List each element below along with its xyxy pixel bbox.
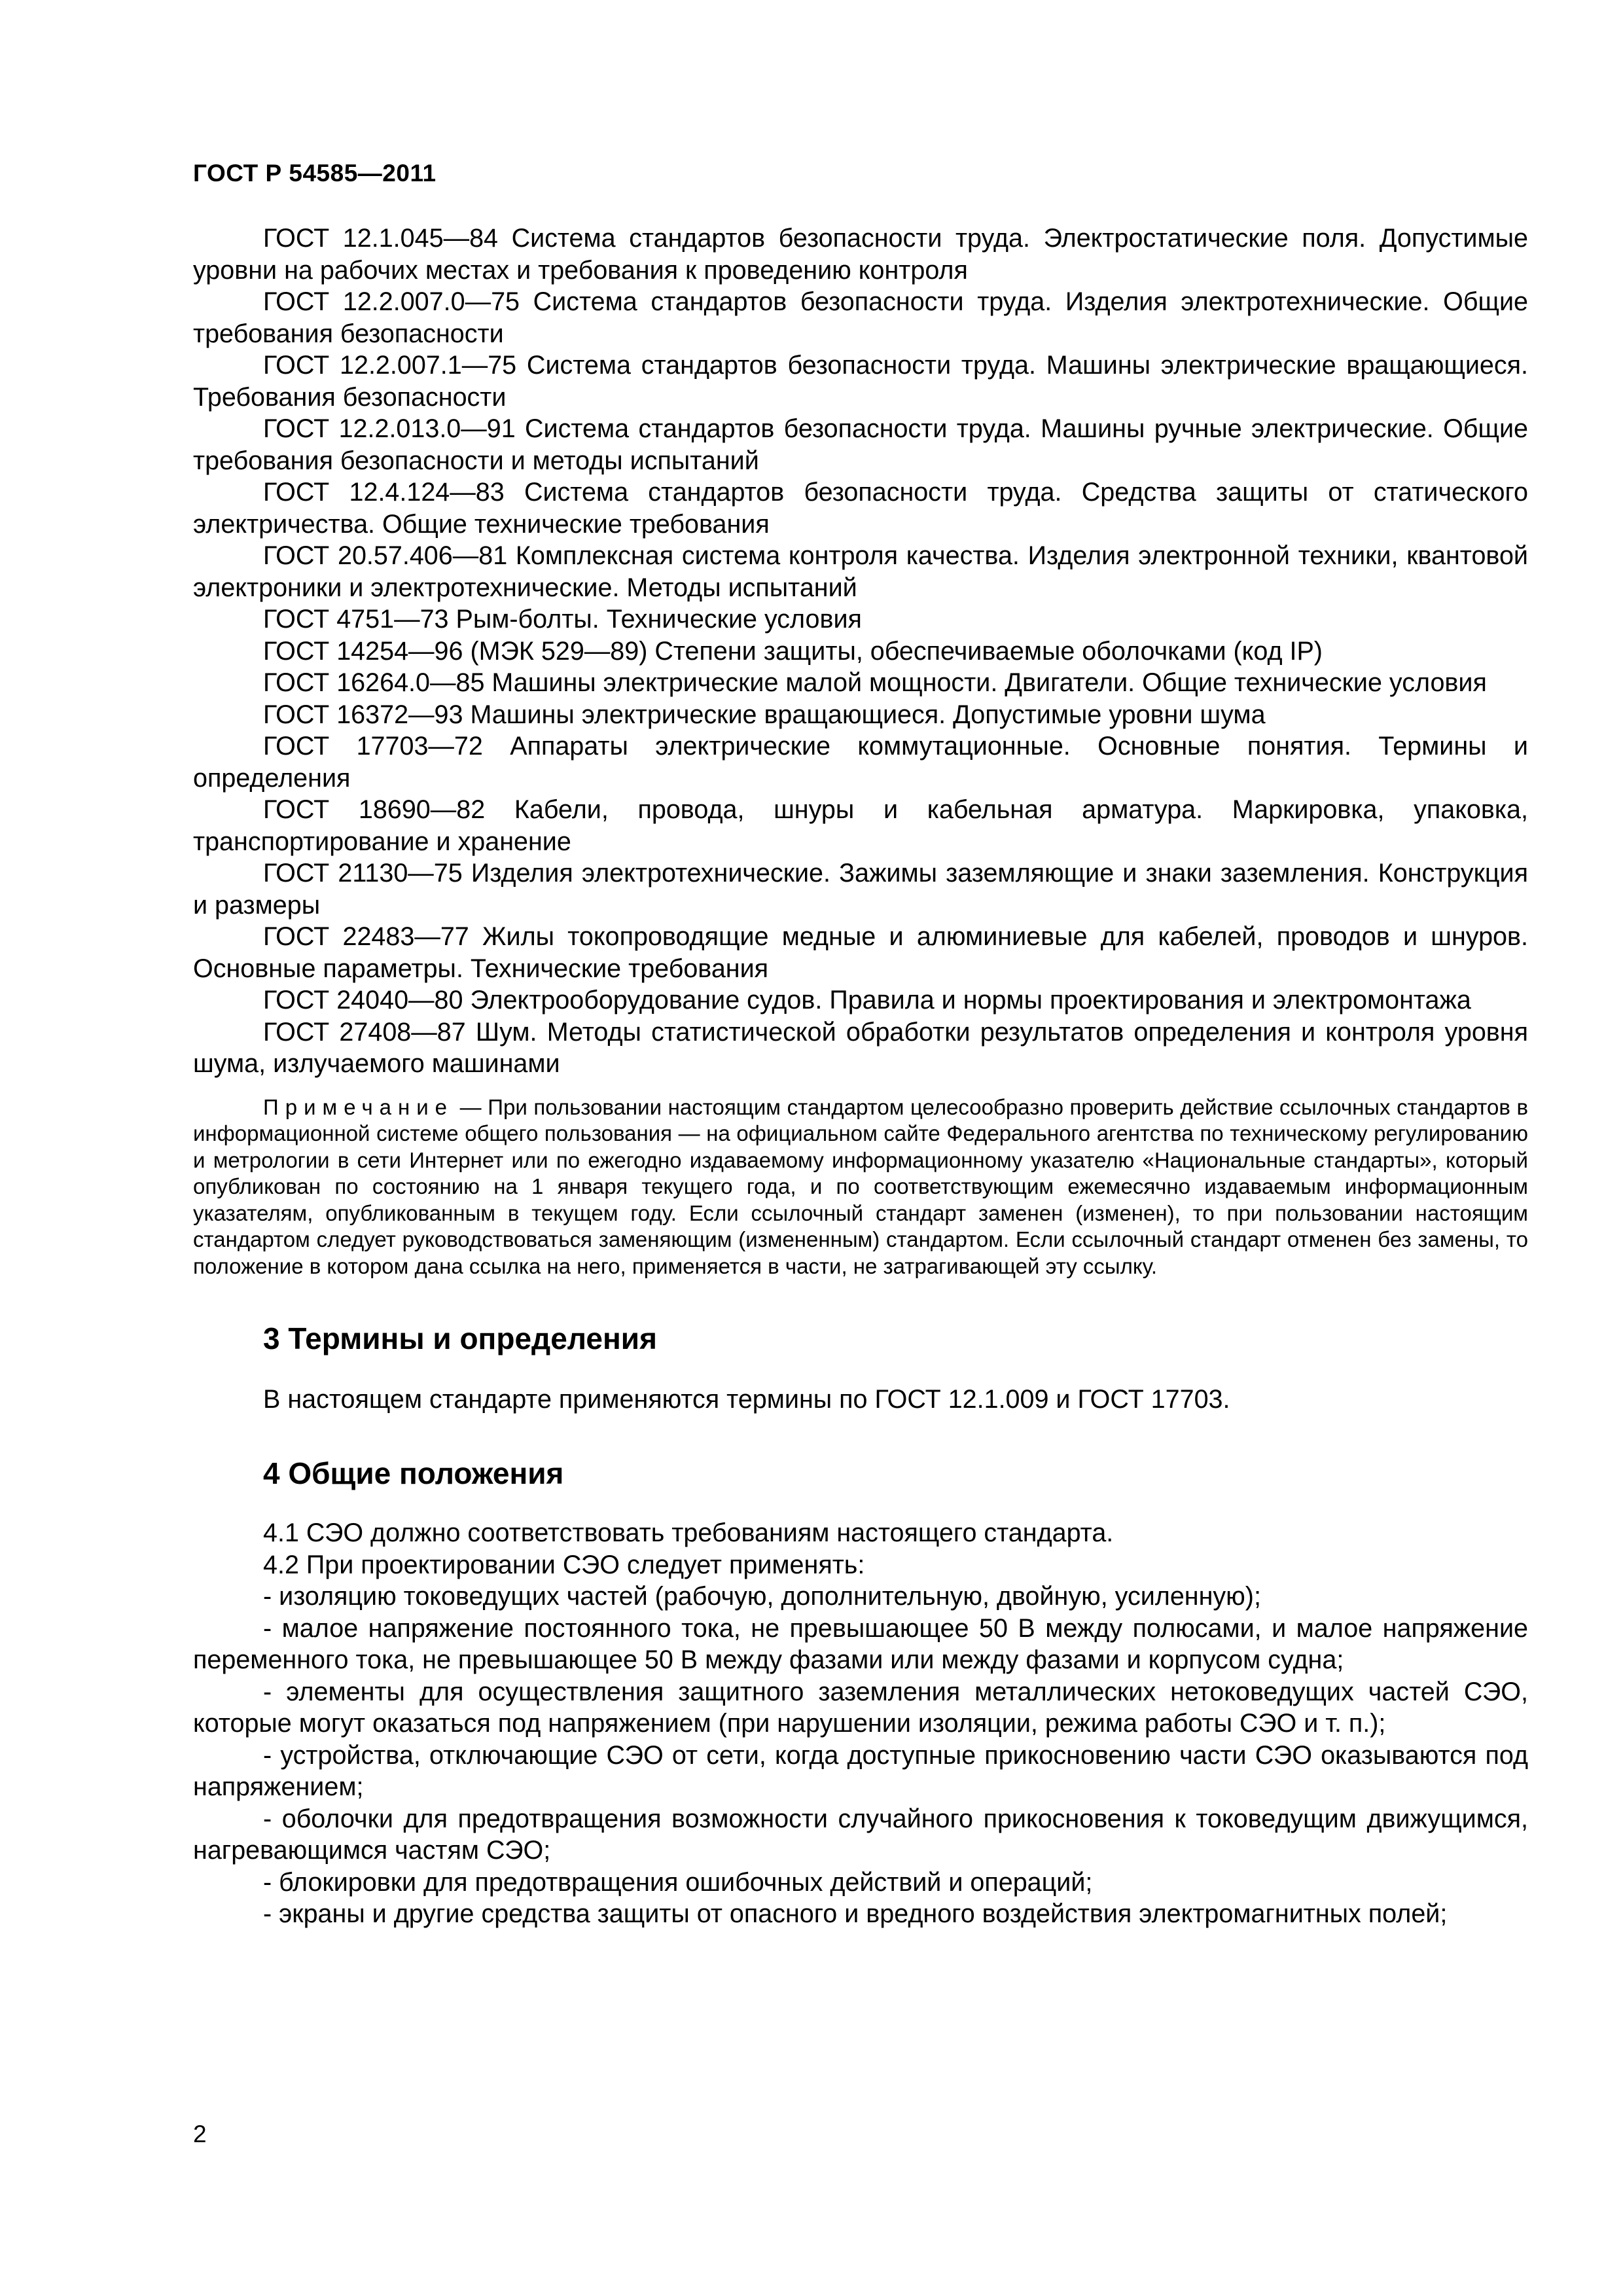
section-4-list-item: - элементы для осуществления защитного заземления металлических нетоковедущих частей СЭО, которые могут оказаться под напряжением (при нарушении изоляции, режима работы СЭО и т. п.);	[193, 1677, 1528, 1738]
normative-references-list	[193, 223, 1528, 1080]
reference-item: ГОСТ 12.2.007.0—75 Система стандартов безопасности труда. Изделия электротехнические. Общие требования безопасности	[193, 287, 1528, 348]
reference-item: ГОСТ 12.1.045—84 Система стандартов безопасности труда. Электростатические поля. Допустимые уровни на рабочих местах и требования к проведению контроля	[193, 224, 1528, 285]
note-label: Примечание	[263, 1094, 454, 1119]
reference-item: ГОСТ 24040—80 Электрооборудование судов. Правила и нормы проектирования и электромонтажа	[263, 986, 1471, 1014]
reference-item: ГОСТ 17703—72 Аппараты электрические коммутационные. Основные понятия. Термины и определения	[193, 732, 1528, 793]
section-4-list-item: - оболочки для предотвращения возможности случайного прикосновения к токоведущим движущимся, нагревающимся частям СЭО;	[193, 1804, 1528, 1865]
references-note	[193, 1094, 1528, 1280]
document-code-header: ГОСТ Р 54585—2011	[193, 160, 437, 187]
reference-item: ГОСТ 16372—93 Машины электрические вращающиеся. Допустимые уровни шума	[263, 700, 1266, 729]
section-4-list-item: - изоляцию токоведущих частей (рабочую, дополнительную, двойную, усиленную);	[263, 1582, 1261, 1611]
reference-item: ГОСТ 20.57.406—81 Комплексная система контроля качества. Изделия электронной техники, квантовой электроники и электротехнические. Методы испытаний	[193, 541, 1528, 602]
section-3-text: В настоящем стандарте применяются термины по ГОСТ 12.1.009 и ГОСТ 17703.	[263, 1384, 1230, 1414]
section-4-list-item: - малое напряжение постоянного тока, не превышающее 50 В между полюсами, и малое напряжение переменного тока, не превышающее 50 В между фазами или между фазами и корпусом судна;	[193, 1613, 1528, 1675]
section-4-list-item: - блокировки для предотвращения ошибочных действий и операций;	[263, 1867, 1093, 1897]
section-4-body	[193, 1517, 1528, 1930]
reference-item: ГОСТ 16264.0—85 Машины электрические малой мощности. Двигатели. Общие технические условия	[263, 668, 1487, 697]
reference-item: ГОСТ 14254—96 (МЭК 529—89) Степени защиты, обеспечиваемые оболочками (код IP)	[263, 636, 1323, 666]
reference-item: ГОСТ 22483—77 Жилы токопроводящие медные и алюминиевые для кабелей, проводов и шнуров. Основные параметры. Технические требования	[193, 922, 1528, 983]
reference-item: ГОСТ 27408—87 Шум. Методы статистической обработки результатов определения и контроля уровня шума, излучаемого машинами	[193, 1017, 1528, 1078]
section-3-heading: 3 Термины и определения	[263, 1321, 657, 1355]
section-4-list-item: - устройства, отключающие СЭО от сети, когда доступные прикосновению части СЭО оказываются под напряжением;	[193, 1740, 1528, 1802]
section-4-paragraph: 4.2 При проектировании СЭО следует применять:	[263, 1550, 865, 1579]
reference-item: ГОСТ 12.4.124—83 Система стандартов безопасности труда. Средства защиты от статического электричества. Общие технические требования	[193, 478, 1528, 539]
note-text: — При пользовании настоящим стандартом целесообразно проверить действие ссылочных стандартов в информационной системе общего пользования — на официальном сайте Федерального агентства по техническому регулированию и метрологии в сети Интернет или по ежегодно издаваемому информационному указателю «Национальные стандарты», который опубликован по состоянию на 1 января текущего года, и по соответствующим ежемесячно издаваемым информационным указателям, опубликованным в текущем году. Если ссылочный стандарт заменен (изменен), то при пользовании настоящим стандартом следует руководствоваться заменяющим (измененным) стандартом. Если ссылочный стандарт отменен без замены, то положение в котором дана ссылка на него, применяется в части, не затрагивающей эту ссылку.	[193, 1094, 1528, 1279]
page-number: 2	[193, 2121, 207, 2147]
section-4-heading: 4 Общие положения	[263, 1456, 564, 1491]
reference-item: ГОСТ 4751—73 Рым-болты. Технические условия	[263, 605, 862, 634]
reference-item: ГОСТ 12.2.013.0—91 Система стандартов безопасности труда. Машины ручные электрические. Общие требования безопасности и методы испытаний	[193, 414, 1528, 475]
reference-item: ГОСТ 21130—75 Изделия электротехнические. Зажимы заземляющие и знаки заземления. Конструкция и размеры	[193, 859, 1528, 920]
reference-item: ГОСТ 18690—82 Кабели, провода, шнуры и кабельная арматура. Маркировка, упаковка, транспортирование и хранение	[193, 795, 1528, 856]
section-4-paragraph: 4.1 СЭО должно соответствовать требованиям настоящего стандарта.	[263, 1518, 1114, 1548]
reference-item: ГОСТ 12.2.007.1—75 Система стандартов безопасности труда. Машины электрические вращающиеся. Требования безопасности	[193, 351, 1528, 412]
page-content	[193, 223, 1528, 1930]
section-4-list-item: - экраны и другие средства защиты от опасного и вредного воздействия электромагнитных полей;	[263, 1899, 1448, 1929]
